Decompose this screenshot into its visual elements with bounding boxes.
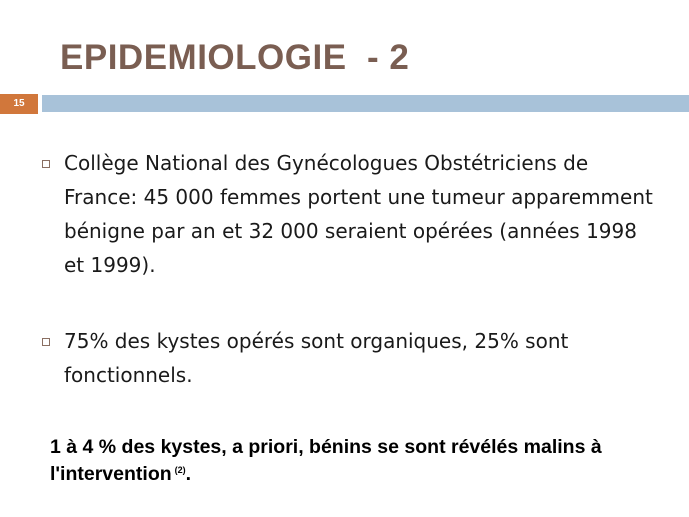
slide-number: 15	[0, 94, 38, 114]
square-bullet-icon	[42, 338, 50, 346]
bullet-text: 75% des kystes opérés sont organiques, 25% sont fonctionnels.	[64, 329, 569, 387]
square-bullet-icon	[42, 160, 50, 168]
footnote-statement	[50, 434, 660, 488]
slide-title: EPIDEMIOLOGIE - 2	[60, 38, 410, 77]
footnote-text: 1 à 4 % des kystes, a priori, bénins se sont révélés malins à l'intervention	[50, 436, 602, 485]
bullet-text: Collège National des Gynécologues Obstétriciens de France: 45 000 femmes portent une tumeur apparemment bénigne par an et 32 000 seraient opérées (années 1998 et 1999).	[64, 151, 653, 277]
footnote-period: .	[185, 463, 192, 485]
reference-marker: (2)	[174, 464, 186, 475]
bullet-item	[30, 324, 660, 392]
title-divider-bar	[42, 95, 689, 112]
bullet-item	[30, 146, 660, 282]
